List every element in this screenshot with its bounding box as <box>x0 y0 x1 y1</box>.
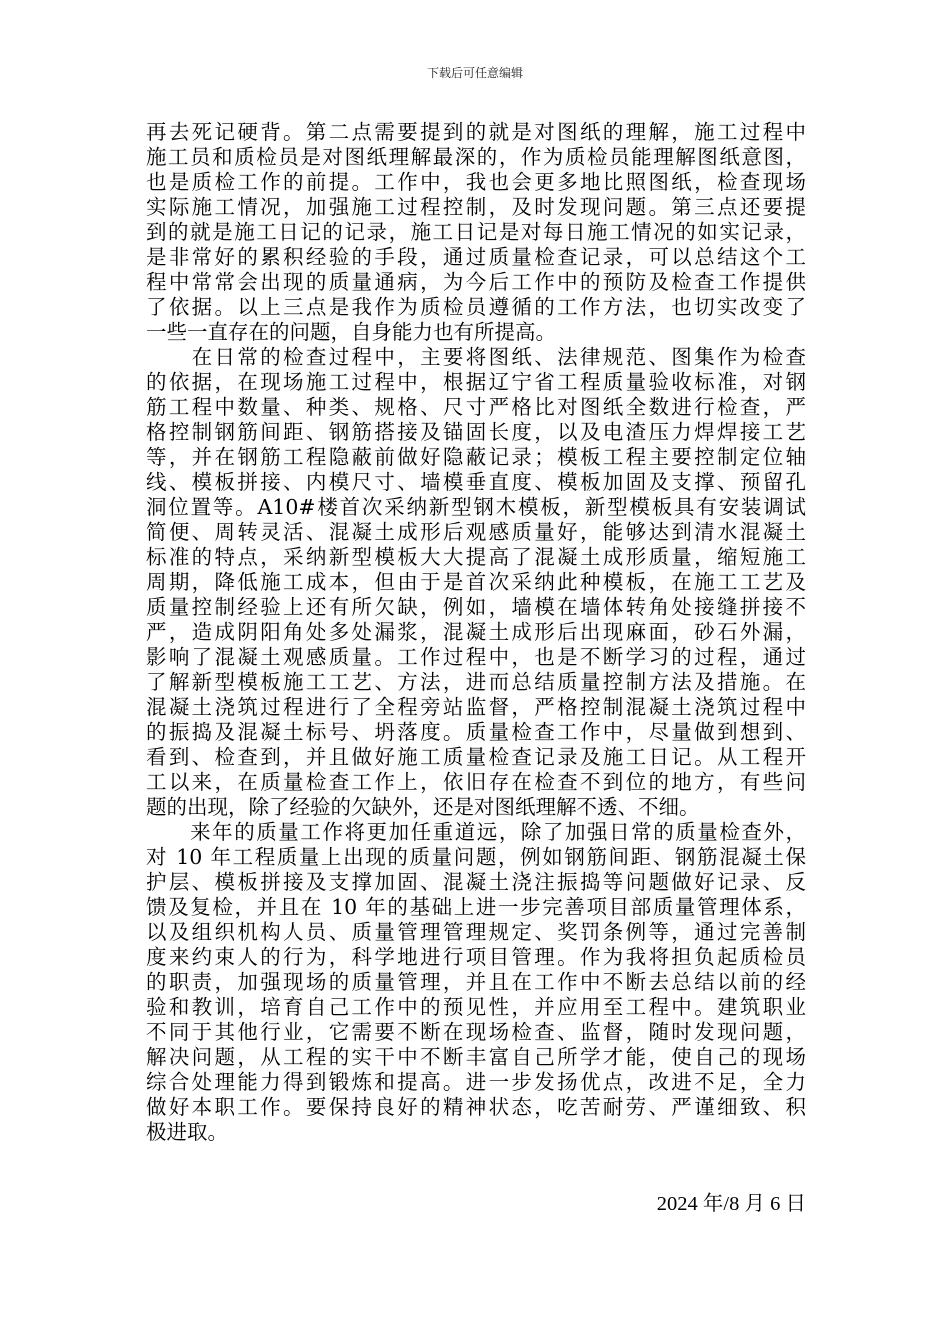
text-line: 工以来，在质量检查工作上，依旧存在检查不到位的地方，有些问 <box>146 770 806 794</box>
text-line: 标准的特点，采纳新型模板大大提高了混凝土成形质量，缩短施工 <box>146 545 806 569</box>
text-line: 混凝土浇筑过程进行了全程旁站监督，严格控制混凝土浇筑过程中 <box>146 695 806 719</box>
text-line: 解决问题，从工程的实干中不断丰富自己所学才能，使自己的现场 <box>146 1045 806 1069</box>
text-line: 在日常的检查过程中，主要将图纸、法律规范、图集作为检查 <box>146 345 806 369</box>
text-line: 筋工程中数量、种类、规格、尺寸严格比对图纸全数进行检查，严 <box>146 395 806 419</box>
text-line: 程中常常会出现的质量通病，为今后工作中的预防及检查工作提供 <box>146 270 806 294</box>
paragraph-3 <box>146 820 806 1145</box>
text-line: 也是质检工作的前提。工作中，我也会更多地比照图纸，检查现场 <box>146 170 806 194</box>
text-line: 线、模板拼接、内模尺寸、墙模垂直度、模板加固及支撑、预留孔 <box>146 470 806 494</box>
text-line: 护层、模板拼接及支撑加固、混凝土浇注振捣等问题做好记录、反 <box>146 870 806 894</box>
text-line: 看到、检查到，并且做好施工质量检查记录及施工日记。从工程开 <box>146 745 806 769</box>
text-line: 了依据。以上三点是我作为质检员遵循的工作方法，也切实改变了 <box>146 295 806 319</box>
text-line: 影响了混凝土观感质量。工作过程中，也是不断学习的过程，通过 <box>146 645 806 669</box>
document-date: 2024 年/8 月 6 日 <box>656 1193 806 1215</box>
text-line: 再去死记硬背。第二点需要提到的就是对图纸的理解，施工过程中 <box>146 120 806 144</box>
text-line: 的职责，加强现场的质量管理，并且在工作中不断去总结以前的经 <box>146 970 806 994</box>
text-line: 验和教训，培育自己工作中的预见性，并应用至工程中。建筑职业 <box>146 995 806 1019</box>
text-line: 对 10 年工程质量上出现的质量问题，例如钢筋间距、钢筋混凝土保 <box>146 845 806 869</box>
text-line: 实际施工情况，加强施工过程控制，及时发现问题。第三点还要提 <box>146 195 806 219</box>
text-line: 到的就是施工日记的记录，施工日记是对每日施工情况的如实记录， <box>146 220 806 244</box>
text-line: 以及组织机构人员、质量管理管理规定、奖罚条例等，通过完善制 <box>146 920 806 944</box>
page-header: 下载后可任意编辑 <box>426 66 523 80</box>
text-line: 度来约束人的行为，科学地进行项目管理。作为我将担负起质检员 <box>146 945 806 969</box>
text-line: 做好本职工作。要保持良好的精神状态，吃苦耐劳、严谨细致、积 <box>146 1095 806 1119</box>
text-line: 质量控制经验上还有所欠缺，例如，墙模在墙体转角处接缝拼接不 <box>146 595 806 619</box>
text-line: 周期，降低施工成本，但由于是首次采纳此种模板，在施工工艺及 <box>146 570 806 594</box>
text-line: 严，造成阴阳角处多处漏浆，混凝土成形后出现麻面，砂石外漏， <box>146 620 806 644</box>
text-line: 等，并在钢筋工程隐蔽前做好隐蔽记录；模板工程主要控制定位轴 <box>146 445 806 469</box>
text-line: 简便、周转灵活、混凝土成形后观感质量好，能够达到清水混凝土 <box>146 520 806 544</box>
paragraph-1 <box>146 120 806 345</box>
text-line: 了解新型模板施工工艺、方法，进而总结质量控制方法及措施。在 <box>146 670 806 694</box>
text-line: 施工员和质检员是对图纸理解最深的，作为质检员能理解图纸意图， <box>146 145 806 169</box>
text-line: 的振捣及混凝土标号、坍落度。质量检查工作中，尽量做到想到、 <box>146 720 806 744</box>
text-line: 一些一直存在的问题，自身能力也有所提高。 <box>146 320 556 344</box>
text-line: 是非常好的累积经验的手段，通过质量检查记录，可以总结这个工 <box>146 245 806 269</box>
text-line: 馈及复检，并且在 10 年的基础上进一步完善项目部质量管理体系， <box>146 895 806 919</box>
text-line: 格控制钢筋间距、钢筋搭接及锚固长度，以及电渣压力焊焊接工艺 <box>146 420 806 444</box>
text-line: 的依据，在现场施工过程中，根据辽宁省工程质量验收标准，对钢 <box>146 370 806 394</box>
text-line: 不同于其他行业，它需要不断在现场检查、监督，随时发现问题， <box>146 1020 806 1044</box>
paragraph-2 <box>146 345 806 820</box>
text-line: 题的出现，除了经验的欠缺外，还是对图纸理解不透、不细。 <box>146 795 700 819</box>
document-body <box>146 120 806 1145</box>
text-line: 洞位置等。A10#楼首次采纳新型钢木模板，新型模板具有安装调试 <box>146 495 806 519</box>
text-line: 来年的质量工作将更加任重道远，除了加强日常的质量检查外， <box>146 820 806 844</box>
text-line: 综合处理能力得到锻炼和提高。进一步发扬优点，改进不足，全力 <box>146 1070 806 1094</box>
text-line: 极进取。 <box>146 1120 228 1144</box>
